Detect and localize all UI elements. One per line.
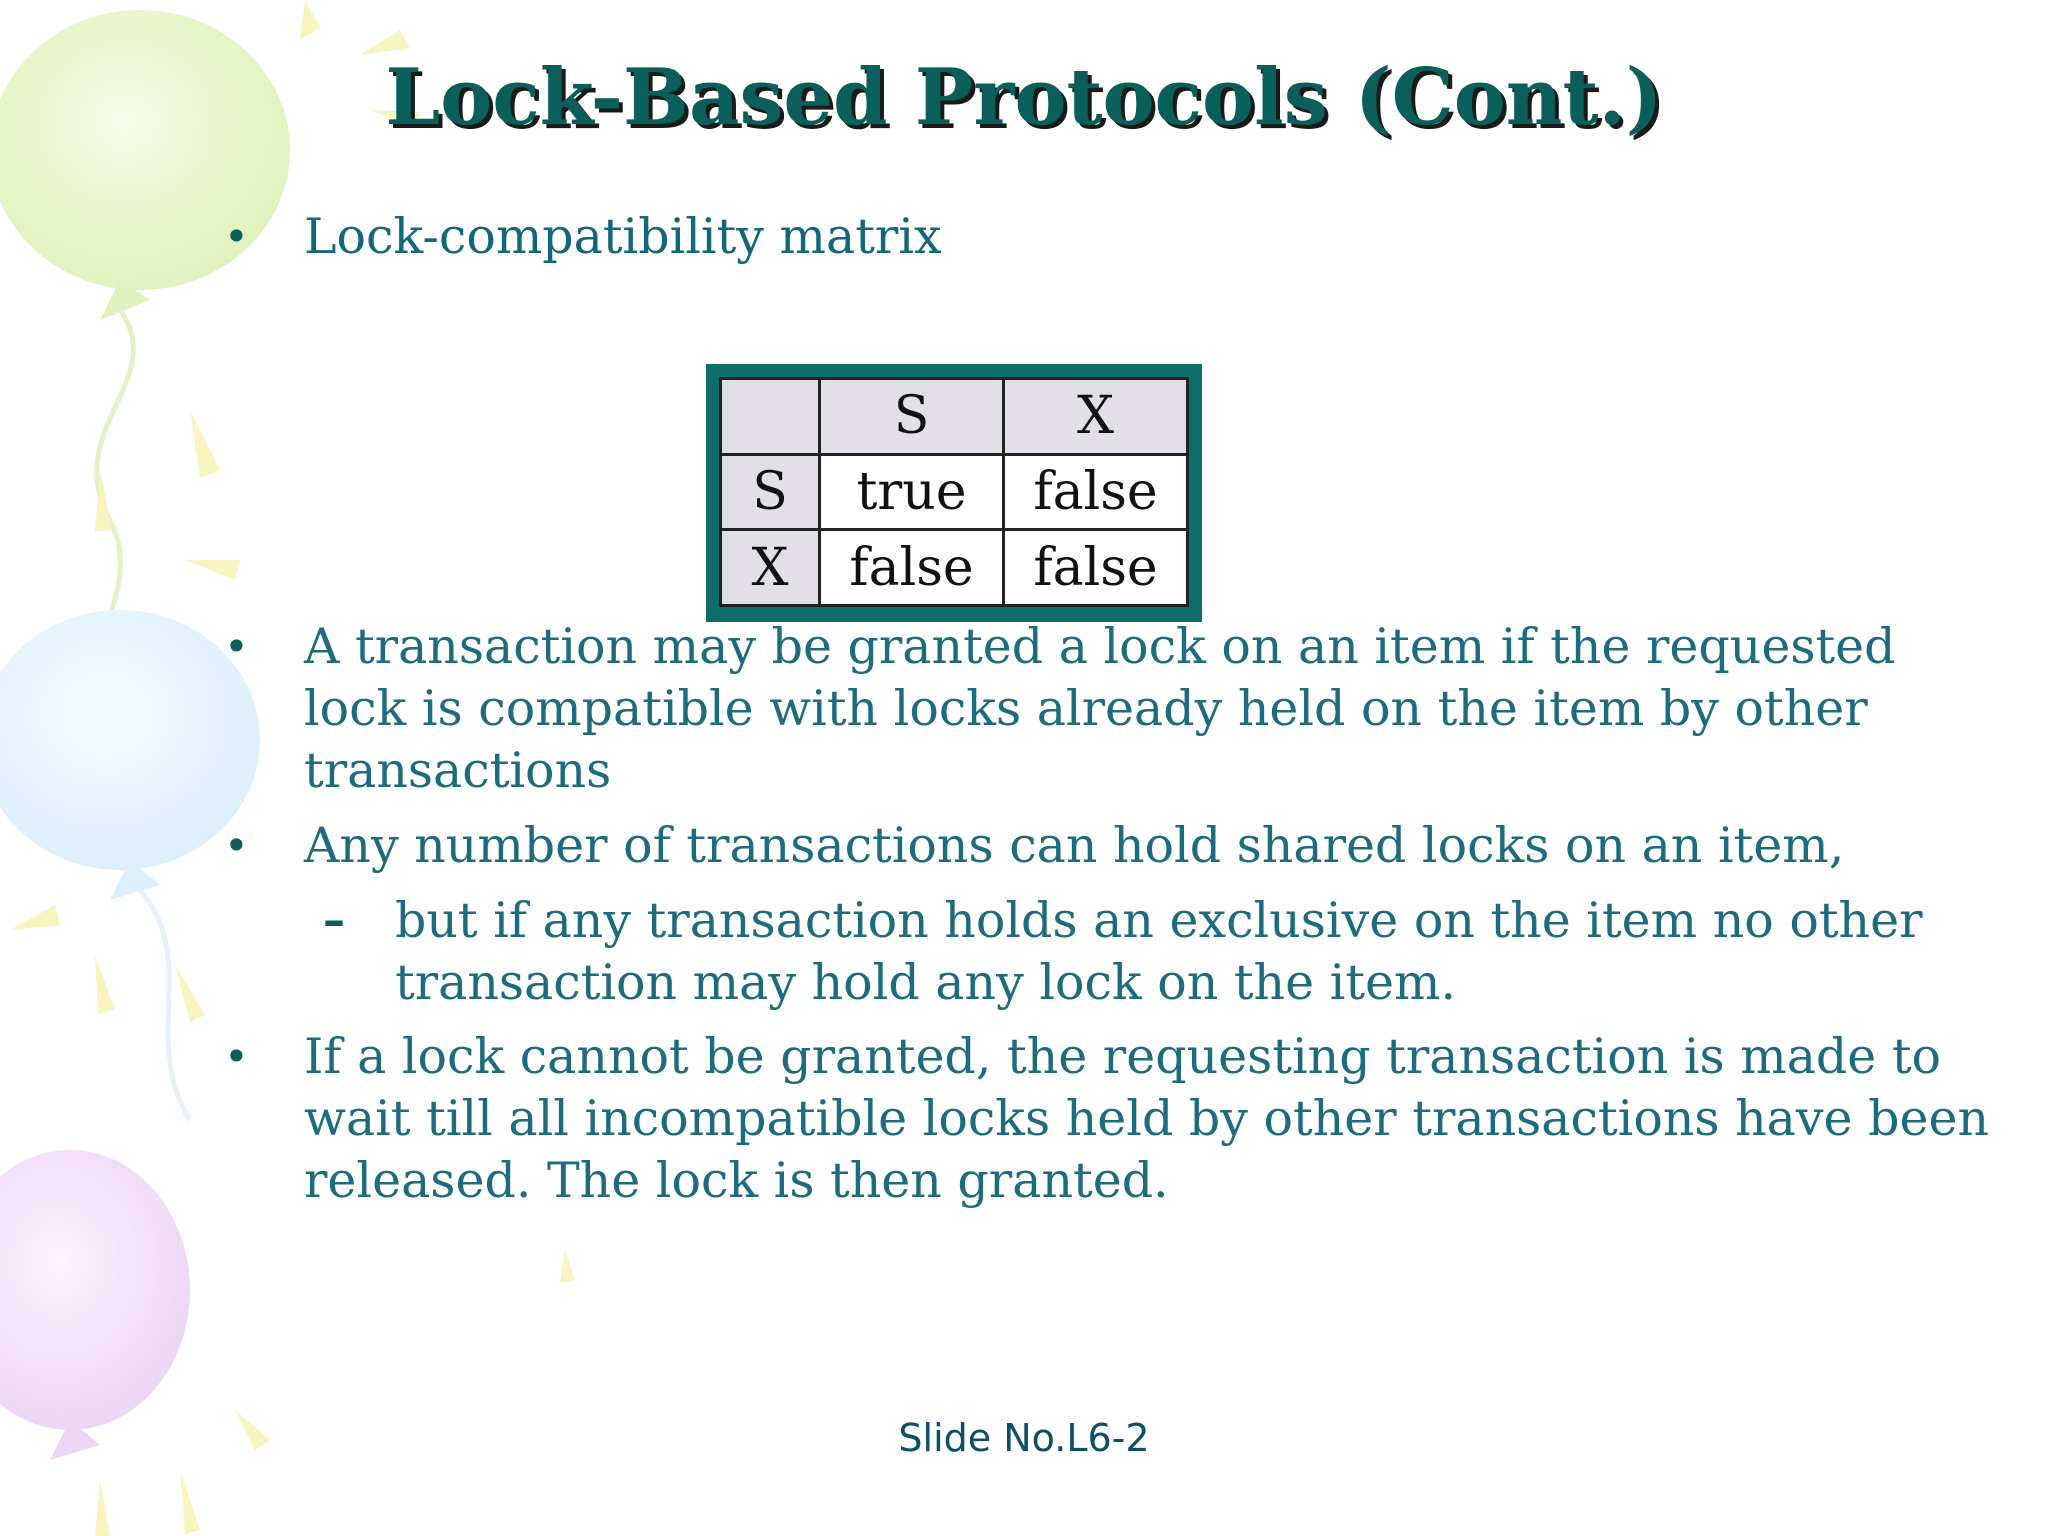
matrix-row [721,530,1188,606]
bullet-item [224,616,2004,802]
bullet-item [224,815,2004,877]
bullet-item [224,1026,2004,1212]
bullet-marker: • [224,1032,249,1081]
sub-bullet-text: but if any transaction holds an exclusive on the item no other transaction may hold any lock on the item. [395,892,1923,1011]
matrix-cell: false [820,530,1004,606]
bullet-marker: • [224,622,249,671]
lock-compatibility-matrix [706,364,1202,622]
sub-bullet-item [323,890,2015,1014]
bullet-text: Lock-compatibility matrix [304,208,942,265]
matrix-header-row [721,379,1188,455]
bullet-text: If a lock cannot be granted, the requesting transaction is made to wait till all incompatible locks held by other transactions have been released. The lock is then granted. [304,1028,1990,1209]
slide-number: Slide No.L6-2 [898,1416,1150,1460]
matrix-column-header: X [1004,379,1188,455]
matrix-row-header: S [721,454,820,530]
matrix-column-header: S [820,379,1004,455]
bullet-text: A transaction may be granted a lock on an item if the requested lock is compatible with locks already held on the item by other transactions [304,618,1896,799]
matrix-cell: true [820,454,1004,530]
matrix-row-header: X [721,530,820,606]
matrix-cell: false [1004,530,1188,606]
bullet-marker: • [224,212,249,261]
matrix-table [719,377,1189,607]
bullet-marker: • [224,821,249,870]
matrix-cell: false [1004,454,1188,530]
sub-bullet-marker: – [323,895,345,946]
bullet-item [224,206,942,268]
bullet-text: Any number of transactions can hold shared locks on an item, [304,817,1845,874]
slide-title: Lock-Based Protocols (Cont.) [385,52,1663,143]
matrix-corner-cell [721,379,820,455]
matrix-row [721,454,1188,530]
